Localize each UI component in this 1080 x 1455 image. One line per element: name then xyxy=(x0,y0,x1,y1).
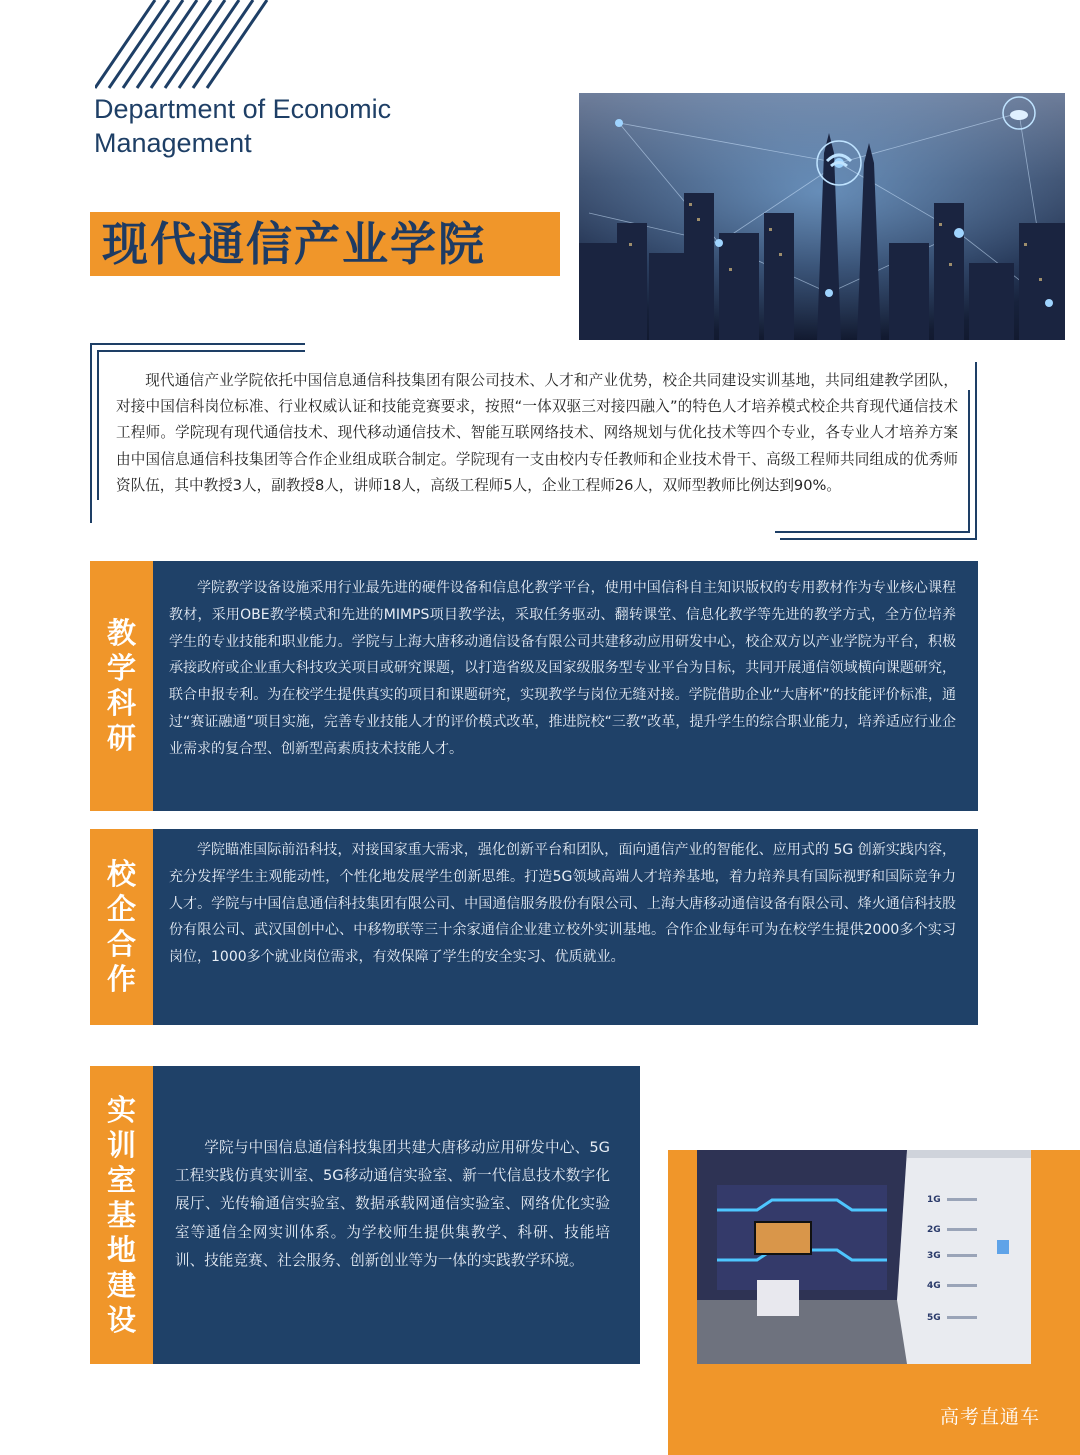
section-body-teaching-research xyxy=(153,561,978,811)
section-tab-school-enterprise xyxy=(90,829,153,1025)
frame-line xyxy=(780,538,977,540)
lab-room-illustration xyxy=(697,1150,1031,1364)
section-label: 校企合作 xyxy=(106,857,136,996)
svg-text:1G: 1G xyxy=(927,1195,941,1205)
frame-line xyxy=(775,531,970,533)
city-network-photo xyxy=(579,93,1065,340)
svg-text:4G: 4G xyxy=(927,1281,941,1291)
section-body-training-base xyxy=(153,1066,640,1364)
section-paragraph: 学院瞄准国际前沿科技，对接国家重大需求，强化创新平台和团队，面向通信产业的智能化、应用式的 5G 创新实践内容，充分发挥学生主观能动性，个性化地发展学生创新思维。打造5G领域高端人才培养基地，着力培养具有国际视野和国际竞争力人才。学院与中国信息通信科技集团有限公司、中国通信服务股份有限公司、上海大唐移动通信设备有限公司、烽火通信科技股份有限公司、武汉国创中心、中移物联等三十余家通信企业建立校外实训基地。合作企业每年可为在校学生提供2000多个实习岗位，1000多个就业岗位需求，有效保障了学生的安全实习、优质就业。 xyxy=(169,842,956,966)
frame-line xyxy=(975,362,977,540)
intro-paragraph: 现代通信产业学院依托中国信息通信科技集团有限公司技术、人才和产业优势，校企共同建设实训基地，共同组建教学团队，对接中国信科岗位标准、行业权威认证和技能竞赛要求，按照“一体双驱三对接四融入”的特色人才培养模式校企共育现代通信技术工程师。学院现有现代通信技术、现代移动通信技术、智能互联网络技术、网络规划与优化技术等四个专业，各专业人才培养方案由中国信息通信科技集团等合作企业组成联合制定。学院现有一支由校内专任教师和企业技术骨干、高级工程师共同组成的优秀师资队伍，其中教授3人，副教授8人，讲师18人，高级工程师5人，企业工程师26人，双师型教师比例达到90%。 xyxy=(116,372,958,494)
department-title-line1: Department of Economic xyxy=(94,94,392,124)
section-paragraph: 学院教学设备设施采用行业最先进的硬件设备和信息化教学平台，使用中国信科自主知识版权的专用教材作为专业核心课程教材，采用OBE教学模式和先进的MIMPS项目教学法，采取任务驱动、翻转课堂、信息化教学等先进的教学方式，全方位培养学生的专业技能和职业能力。学院与上海大唐移动通信设备有限公司共建移动应用研发中心，校企双方以产业学院为平台，积极承接政府或企业重大科技攻关项目或研究课题，以打造省级及国家级服务型专业平台为目标，共同开展通信领域横向课题研究，联合申报专利。为在校学生提供真实的项目和课题研究，实现教学与岗位无缝对接。学院借助企业“大唐杯”的技能评价标准，通过“赛证融通”项目实施，完善专业技能人才的评价模式改革，推进院校“三教”改革，提升学生的综合职业能力，培养适应行业企业需求的复合型、创新型高素质技术技能人才。 xyxy=(169,580,956,757)
frame-line xyxy=(97,350,99,500)
city-skyline-illustration xyxy=(579,93,1065,340)
lab-interior-photo xyxy=(697,1150,1031,1364)
svg-text:3G: 3G xyxy=(927,1251,941,1261)
frame-line xyxy=(90,343,92,523)
frame-line xyxy=(968,390,970,533)
section-body-school-enterprise xyxy=(153,829,978,1025)
section-label: 教学科研 xyxy=(106,616,136,755)
department-title-line2: Management xyxy=(94,128,252,158)
svg-text:5G: 5G xyxy=(927,1313,941,1323)
section-label: 实训室基地建设 xyxy=(106,1092,136,1337)
section-tab-training-base xyxy=(90,1066,153,1364)
frame-line xyxy=(90,343,305,345)
diagonal-stripes-decoration xyxy=(95,0,275,90)
svg-text:2G: 2G xyxy=(927,1225,941,1235)
section-tab-teaching-research xyxy=(90,561,153,811)
section-paragraph: 学院与中国信息通信科技集团共建大唐移动应用研发中心、5G工程实践仿真实训室、5G移动通信实验室、新一代信息技术数字化展厅、光传输通信实验室、数据承载网通信实验室、网络优化实验室等通信全网实训体系。为学校师生提供集教学、科研、技能培训、技能竞赛、社会服务、创新创业等为一体的实践教学环境。 xyxy=(175,1139,610,1269)
frame-line xyxy=(97,350,305,352)
college-title: 现代通信产业学院 xyxy=(90,212,560,276)
department-title xyxy=(94,92,514,160)
watermark-text: 高考直通车 xyxy=(940,1406,1041,1428)
